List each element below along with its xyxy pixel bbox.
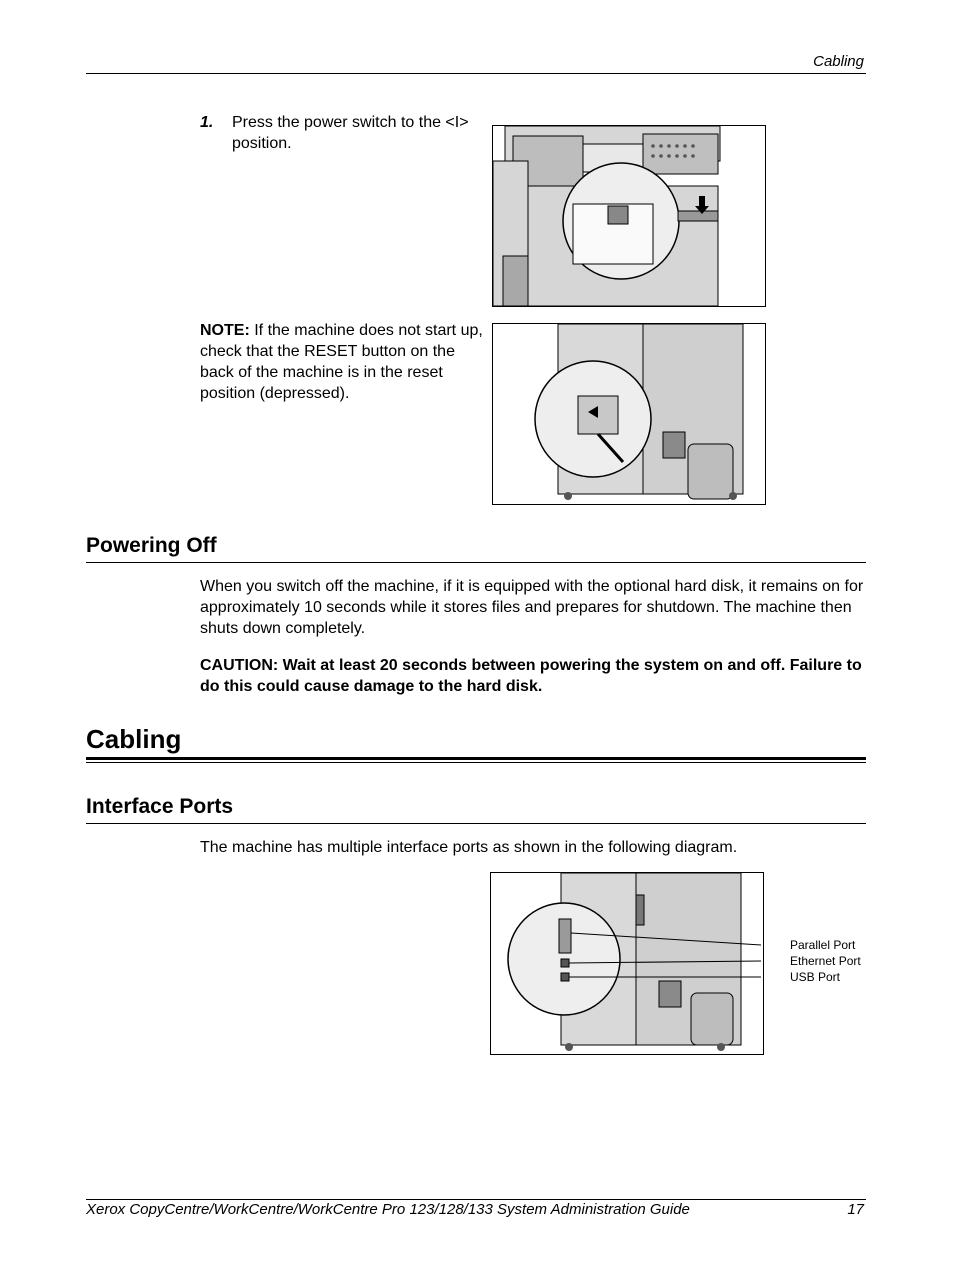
interface-ports-heading: Interface Ports [86,795,234,818]
callout-parallel-port: Parallel Port [790,938,856,952]
step-text: Press the power switch to the <I> position. [232,114,469,152]
powering-off-heading: Powering Off [86,534,217,557]
power-switch-illustration [492,125,766,307]
step-number: 1. [200,114,214,131]
interface-ports-body: The machine has multiple interface ports as shown in the following diagram. [200,839,738,856]
reset-button-illustration [492,323,766,505]
callout-usb-port: USB Port [790,970,841,984]
callout-ethernet-port: Ethernet Port [790,954,861,968]
header-rule [86,73,866,74]
interface-ports-illustration [490,872,764,1055]
note-text: If the machine does not start up, check that the RESET button on the back of the machine is in the reset position (depressed). [200,322,483,402]
note-label: NOTE: [200,322,250,339]
page-number: 17 [847,1201,864,1218]
cabling-rule-thick [86,757,866,760]
footer [86,1201,866,1218]
cabling-heading: Cabling [86,724,182,754]
cabling-rule-thin [86,762,866,763]
powering-off-rule [86,562,866,563]
caution-text: CAUTION: Wait at least 20 seconds between powering the system on and off. Failure to do this could cause damage to the hard disk. [200,657,862,695]
powering-off-body: When you switch off the machine, if it is equipped with the optional hard disk, it remains on for approximately 10 seconds while it stores files and prepares for shutdown. The machine then shuts down completely. [200,578,864,637]
footer-rule [86,1199,866,1200]
note-reset-button [200,320,485,404]
interface-ports-rule [86,823,866,824]
footer-title: Xerox CopyCentre/WorkCentre/WorkCentre Pro 123/128/133 System Administration Guide [86,1201,690,1218]
running-header: Cabling [813,53,864,70]
